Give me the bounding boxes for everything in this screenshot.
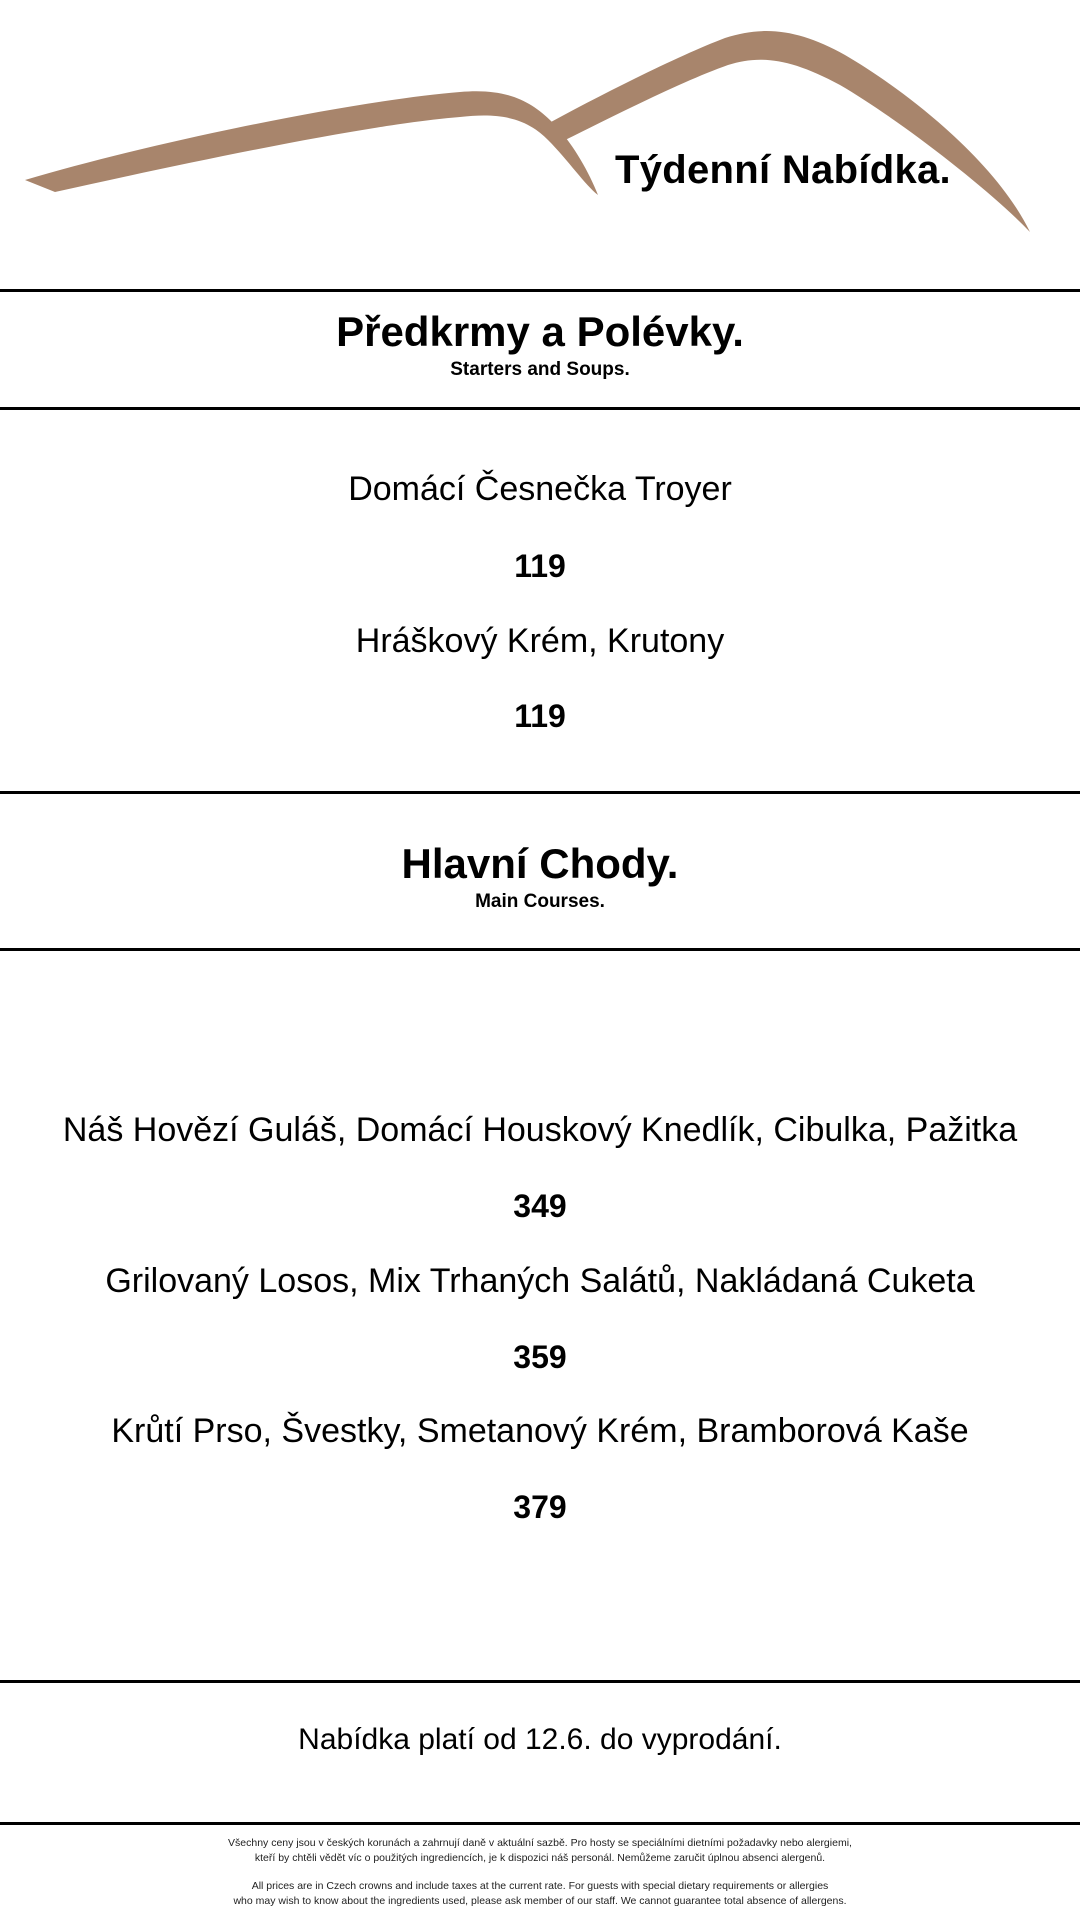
main-item-price: 359 xyxy=(513,1339,567,1375)
divider xyxy=(0,948,1080,951)
main-item-name: Krůtí Prso, Švestky, Smetanový Krém, Bramborová Kaše xyxy=(111,1412,969,1450)
logo-right-stroke xyxy=(540,31,1030,232)
mains-subtitle: Main Courses. xyxy=(475,891,605,912)
divider xyxy=(0,289,1080,292)
disclaimer-english xyxy=(0,1879,1080,1909)
starter-item-price: 119 xyxy=(514,698,566,734)
mains-title: Hlavní Chody. xyxy=(401,840,679,887)
divider xyxy=(0,791,1080,794)
starters-title: Předkrmy a Polévky. xyxy=(336,308,744,355)
starter-item-name: Hráškový Krém, Krutony xyxy=(355,622,725,660)
logo-left-stroke xyxy=(25,91,598,195)
disclaimer-line: All prices are in Czech crowns and include taxes at the current rate. For guests with special dietary requirements or allergies xyxy=(251,1880,829,1892)
main-item-price: 349 xyxy=(513,1188,567,1224)
divider xyxy=(0,407,1080,410)
main-item-name: Grilovaný Losos, Mix Trhaných Salátů, Nakládaná Cuketa xyxy=(105,1262,975,1300)
main-item-price: 379 xyxy=(513,1489,567,1525)
page-title: Týdenní Nabídka. xyxy=(615,148,951,192)
starter-item-name: Domácí Česnečka Troyer xyxy=(348,470,732,508)
disclaimer-line: who may wish to know about the ingredients used, please ask member of our staff. We cannot guarantee total absence of allergens. xyxy=(233,1895,847,1907)
disclaimer-czech xyxy=(0,1836,1080,1866)
starter-item-price: 119 xyxy=(514,548,566,584)
brush-stroke-logo-icon xyxy=(0,0,1080,260)
divider xyxy=(0,1680,1080,1683)
main-item-name: Náš Hovězí Guláš, Domácí Houskový Knedlík, Cibulka, Pažitka xyxy=(62,1111,1018,1149)
disclaimer-line: kteří by chtěli vědět víc o použitých ingrediencích, je k dispozici náš personál. Nemůžeme zaručit úplnou absenci alergenů. xyxy=(254,1852,826,1864)
starters-subtitle: Starters and Soups. xyxy=(450,359,630,380)
divider xyxy=(0,1822,1080,1825)
disclaimer-line: Všechny ceny jsou v českých korunách a zahrnují daně v aktuální sazbě. Pro hosty se speciálními dietními požadavky nebo alergiemi, xyxy=(228,1837,852,1849)
offer-validity: Nabídka platí od 12.6. do vyprodání. xyxy=(298,1723,782,1756)
